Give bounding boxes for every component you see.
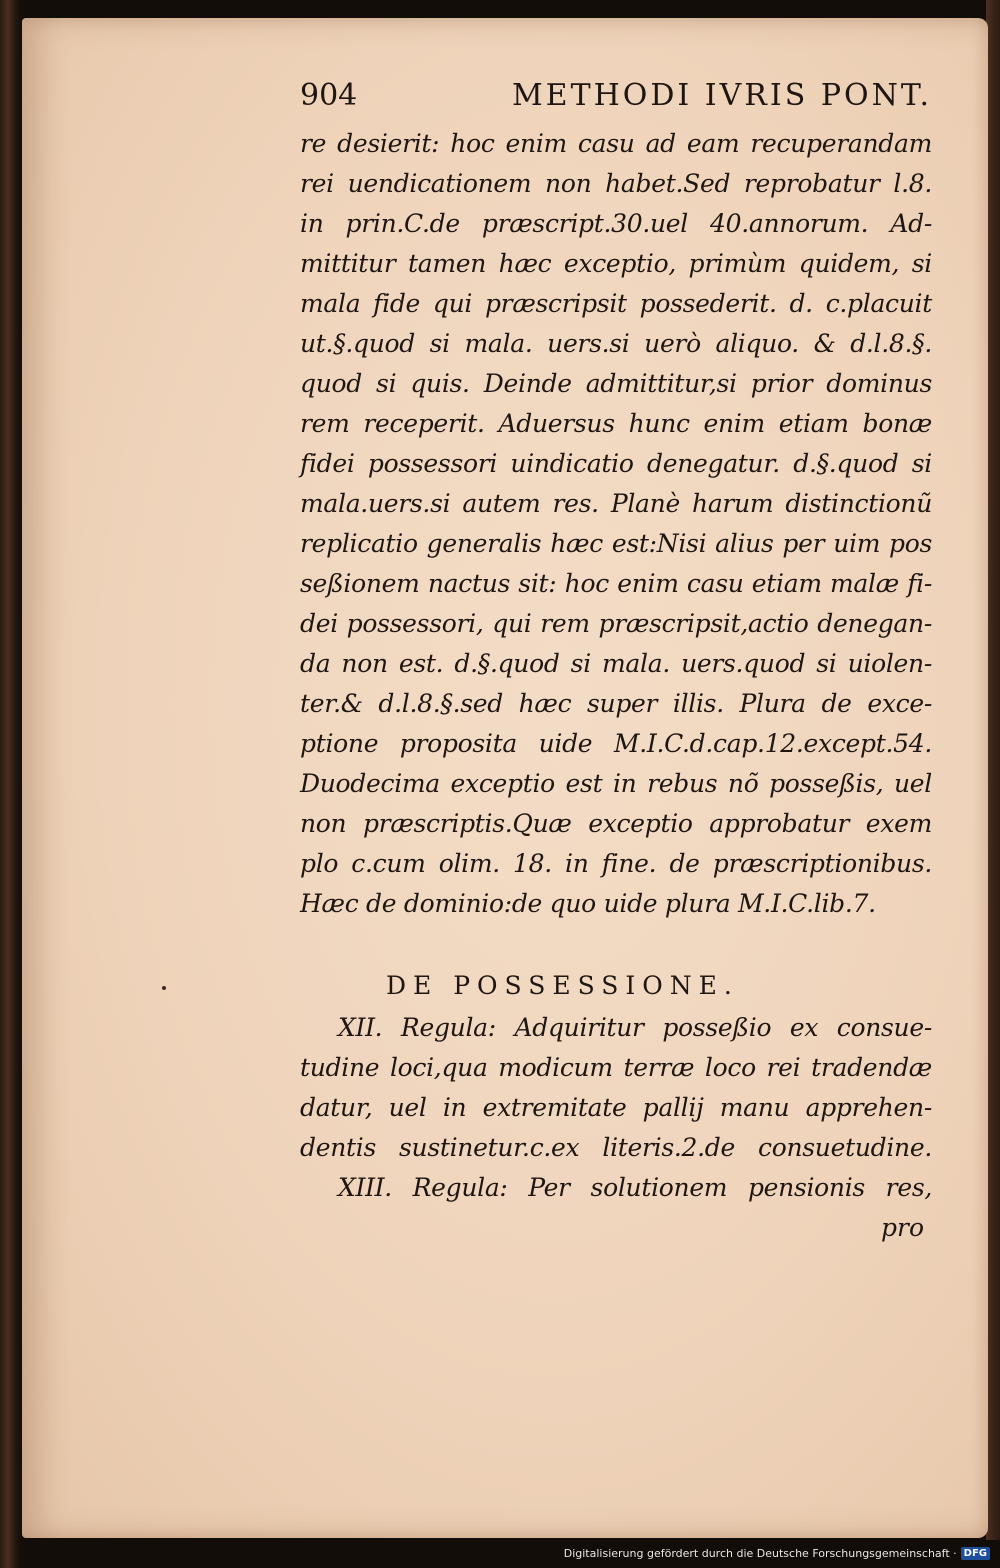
page-number: 904 — [300, 78, 358, 113]
catchword: pro — [880, 1213, 924, 1242]
text-line: mittitur tamen hæc exceptio, primùm quidem, si — [300, 249, 932, 278]
rule-line: XII. Regula: Adquiritur posseßio ex consue- — [338, 1013, 932, 1042]
digitization-credit — [564, 1544, 990, 1562]
text-line: dei possessori, qui rem præscripsit,actio denegan- — [300, 609, 932, 638]
text-line: rem receperit. Aduersus hunc enim etiam bonæ — [300, 409, 932, 438]
text-line: fidei possessori uindicatio denegatur. d.§.quod si — [300, 449, 932, 478]
text-line: Hæc de dominio:de quo uide plura M.I.C.lib.7. — [300, 889, 876, 918]
page-text — [300, 78, 932, 1248]
rule-line: XIII. Regula: Per solutionem pensionis res, — [338, 1173, 932, 1202]
text-line: seßionem nactus sit: hoc enim casu etiam malæ fi- — [300, 569, 932, 598]
text-line: mala.uers.si autem res. Planè harum distinctionũ — [300, 489, 932, 518]
text-line: re desierit: hoc enim casu ad eam recuperandam — [300, 129, 932, 158]
text-line: quod si quis. Deinde admittitur,si prior dominus — [300, 369, 932, 398]
section-paragraph — [300, 1008, 932, 1248]
text-line: replicatio generalis hæc est:Nisi alius per uim pos — [300, 529, 932, 558]
text-line: non præscriptis.Quæ exceptio approbatur exem — [300, 809, 932, 838]
text-line: in prin.C.de præscript.30.uel 40.annorum. Ad- — [300, 209, 932, 238]
book-edge — [986, 0, 1000, 1540]
section-heading: DE POSSESSIONE. — [386, 971, 739, 1000]
ink-speck — [162, 986, 166, 990]
rule-line: dentis sustinetur.c.ex literis.2.de consuetudine. — [300, 1133, 932, 1162]
running-header — [300, 78, 932, 124]
text-line: plo c.cum olim. 18. in fine. de præscriptionibus. — [300, 849, 932, 878]
text-line: Duodecima exceptio est in rebus nõ posseßis, uel — [300, 769, 932, 798]
text-line: ptione proposita uide M.I.C.d.cap.12.except.54. — [300, 729, 932, 758]
rule-line: datur, uel in extremitate pallij manu apprehen- — [300, 1093, 932, 1122]
dfg-logo-icon: DFG — [961, 1547, 990, 1560]
text-line: rei uendicationem non habet.Sed reprobatur l.8. — [300, 169, 932, 198]
running-title: METHODI IVRIS PONT. — [511, 78, 932, 113]
text-line: da non est. d.§.quod si mala. uers.quod si uiolen- — [300, 649, 932, 678]
text-line: mala fide qui præscripsit possederit. d. c.placuit — [300, 289, 932, 318]
rule-line: tudine loci,qua modicum terræ loco rei tradendæ — [300, 1053, 932, 1082]
text-line: ut.§.quod si mala. uers.si uerò aliquo. & d.l.8.§. — [300, 329, 932, 358]
body-paragraph — [300, 124, 932, 924]
credit-text: Digitalisierung gefördert durch die Deutsche Forschungsgemeinschaft · — [563, 1546, 957, 1560]
text-line: ter.& d.l.8.§.sed hæc super illis. Plura de exce- — [300, 689, 932, 718]
